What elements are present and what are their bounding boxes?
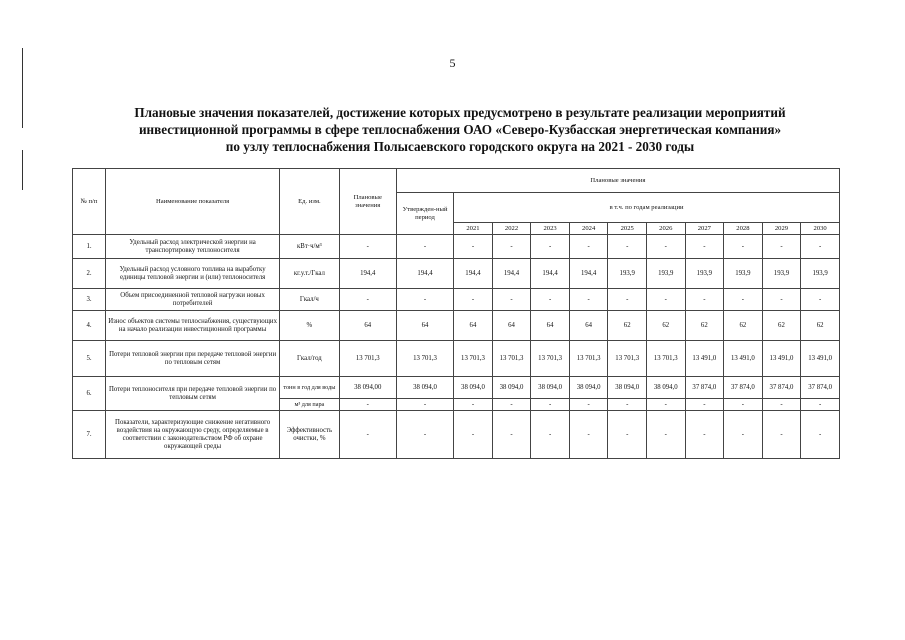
row-unit: м³ для пара: [280, 399, 339, 411]
row-planned: -: [339, 399, 396, 411]
document-title: [40, 104, 880, 155]
row-year-value: 37 874,0: [685, 377, 724, 399]
row-approved: 13 701,3: [396, 341, 453, 377]
row-approved: -: [396, 235, 453, 259]
row-year-value: 13 701,3: [569, 341, 608, 377]
row-name: Износ объектов системы теплоснабжения, существующих на начало реализации инвестиционной программы: [106, 311, 280, 341]
row-year-value: -: [762, 399, 801, 411]
margin-line: [22, 150, 23, 190]
table-row: [73, 235, 840, 259]
row-year-value: -: [492, 411, 531, 459]
row-year-value: -: [531, 411, 570, 459]
row-year-value: -: [608, 289, 647, 311]
row-year-value: 13 701,3: [492, 341, 531, 377]
row-year-value: 194,4: [454, 259, 493, 289]
row-planned: 64: [339, 311, 396, 341]
row-unit: %: [280, 311, 339, 341]
row-planned: -: [339, 235, 396, 259]
row-year-value: -: [492, 235, 531, 259]
row-year-value: 64: [531, 311, 570, 341]
row-year-value: 38 094,0: [531, 377, 570, 399]
header-unit: Ед. изм.: [280, 169, 339, 235]
row-year-value: 194,4: [492, 259, 531, 289]
header-by-years: в т.ч. по годам реализации: [454, 193, 840, 223]
header-planned: Плановые значения: [339, 169, 396, 235]
row-year-value: -: [608, 411, 647, 459]
row-year-value: -: [569, 235, 608, 259]
title-line-1: Плановые значения показателей, достижение которых предусмотрено в результате реализации мероприятий: [134, 105, 786, 120]
row-year-value: 13 701,3: [608, 341, 647, 377]
row-year-value: -: [801, 289, 840, 311]
indicators-table: [72, 168, 840, 459]
row-year-value: -: [492, 289, 531, 311]
row-year-value: 193,9: [608, 259, 647, 289]
row-year-value: 38 094,0: [569, 377, 608, 399]
row-name: Удельный расход электрической энергии на транспортировку теплоносителя: [106, 235, 280, 259]
row-name: Объем присоединенной тепловой нагрузки новых потребителей: [106, 289, 280, 311]
row-planned: 13 701,3: [339, 341, 396, 377]
row-year-value: 193,9: [724, 259, 763, 289]
row-year-value: -: [454, 411, 493, 459]
row-unit: тонн в год для воды: [280, 377, 339, 399]
row-approved: 38 094,0: [396, 377, 453, 399]
row-year-value: 13 491,0: [724, 341, 763, 377]
row-year-value: -: [685, 411, 724, 459]
table-row: [73, 341, 840, 377]
year-header: 2021: [454, 223, 493, 235]
row-year-value: 64: [454, 311, 493, 341]
row-year-value: 62: [608, 311, 647, 341]
header-num: № п/п: [73, 169, 106, 235]
row-year-value: -: [724, 411, 763, 459]
row-num: 1.: [73, 235, 106, 259]
row-year-value: -: [724, 289, 763, 311]
row-year-value: 194,4: [569, 259, 608, 289]
table-row: [73, 311, 840, 341]
row-planned: -: [339, 289, 396, 311]
row-year-value: -: [569, 399, 608, 411]
row-year-value: -: [762, 411, 801, 459]
row-year-value: 64: [569, 311, 608, 341]
year-header: 2025: [608, 223, 647, 235]
row-year-value: -: [724, 399, 763, 411]
table-row: [73, 259, 840, 289]
table-row: [73, 377, 840, 399]
row-year-value: 194,4: [531, 259, 570, 289]
row-year-value: -: [646, 289, 685, 311]
row-year-value: 13 491,0: [801, 341, 840, 377]
row-year-value: 193,9: [646, 259, 685, 289]
page-number: 5: [449, 56, 456, 70]
row-name: Показатели, характеризующие снижение негативного воздействия на окружающую среду, определяемые в соответствии с законодательством РФ об охране окружающей среды: [106, 411, 280, 459]
row-year-value: -: [608, 235, 647, 259]
row-year-value: -: [454, 399, 493, 411]
row-year-value: 64: [492, 311, 531, 341]
row-num: 7.: [73, 411, 106, 459]
row-year-value: 37 874,0: [801, 377, 840, 399]
row-year-value: -: [685, 289, 724, 311]
year-header: 2022: [492, 223, 531, 235]
header-approved-period: Утвержден-ный период: [396, 193, 453, 235]
year-header: 2028: [724, 223, 763, 235]
row-year-value: 38 094,0: [608, 377, 647, 399]
row-unit: Эффективность очистки, %: [280, 411, 339, 459]
row-year-value: -: [646, 411, 685, 459]
row-unit: кВт·ч/м³: [280, 235, 339, 259]
row-name: Удельный расход условного топлива на выработку единицы тепловой энергии и (или) теплоносителя: [106, 259, 280, 289]
row-year-value: 13 701,3: [646, 341, 685, 377]
table-row: [73, 411, 840, 459]
row-year-value: -: [762, 235, 801, 259]
row-name: Потери тепловой энергии при передаче тепловой энергии по тепловым сетям: [106, 341, 280, 377]
row-year-value: 13 701,3: [531, 341, 570, 377]
row-year-value: -: [646, 235, 685, 259]
row-year-value: -: [801, 411, 840, 459]
row-year-value: -: [569, 411, 608, 459]
row-approved: -: [396, 289, 453, 311]
row-planned: -: [339, 411, 396, 459]
year-header: 2029: [762, 223, 801, 235]
year-header: 2026: [646, 223, 685, 235]
row-num: 2.: [73, 259, 106, 289]
row-year-value: 13 491,0: [762, 341, 801, 377]
row-planned: 38 094,00: [339, 377, 396, 399]
year-header: 2024: [569, 223, 608, 235]
row-unit: кг.у.т./Гкал: [280, 259, 339, 289]
row-num: 5.: [73, 341, 106, 377]
row-year-value: -: [801, 399, 840, 411]
year-header: 2030: [801, 223, 840, 235]
row-year-value: -: [801, 235, 840, 259]
row-num: 3.: [73, 289, 106, 311]
row-unit: Гкал/ч: [280, 289, 339, 311]
row-year-value: 62: [762, 311, 801, 341]
row-approved: -: [396, 411, 453, 459]
row-year-value: 62: [801, 311, 840, 341]
row-num: 6.: [73, 377, 106, 411]
row-year-value: -: [492, 399, 531, 411]
row-year-value: 38 094,0: [646, 377, 685, 399]
row-approved: 194,4: [396, 259, 453, 289]
row-year-value: 38 094,0: [454, 377, 493, 399]
table-row: [73, 289, 840, 311]
row-year-value: -: [531, 235, 570, 259]
row-approved: -: [396, 399, 453, 411]
row-year-value: -: [531, 289, 570, 311]
row-unit: Гкал/год: [280, 341, 339, 377]
row-year-value: 193,9: [762, 259, 801, 289]
row-year-value: -: [685, 399, 724, 411]
row-year-value: -: [569, 289, 608, 311]
title-line-3: по узлу теплоснабжения Полысаевского городского округа на 2021 - 2030 годы: [225, 139, 695, 154]
year-header: 2023: [531, 223, 570, 235]
row-year-value: 193,9: [685, 259, 724, 289]
title-line-2: инвестиционной программы в сфере теплоснабжения ОАО «Северо-Кузбасская энергетическая компания»: [138, 122, 782, 137]
row-year-value: 62: [685, 311, 724, 341]
row-year-value: -: [724, 235, 763, 259]
row-year-value: -: [608, 399, 647, 411]
row-year-value: 13 491,0: [685, 341, 724, 377]
row-year-value: -: [531, 399, 570, 411]
row-year-value: -: [454, 289, 493, 311]
year-header: 2027: [685, 223, 724, 235]
row-year-value: 62: [724, 311, 763, 341]
row-year-value: 193,9: [801, 259, 840, 289]
row-year-value: -: [454, 235, 493, 259]
row-year-value: 37 874,0: [724, 377, 763, 399]
row-approved: 64: [396, 311, 453, 341]
row-year-value: -: [646, 399, 685, 411]
row-year-value: -: [762, 289, 801, 311]
row-name: Потери теплоносителя при передаче тепловой энергии по тепловым сетям: [106, 377, 280, 411]
row-year-value: 62: [646, 311, 685, 341]
row-year-value: -: [685, 235, 724, 259]
row-num: 4.: [73, 311, 106, 341]
row-year-value: 38 094,0: [492, 377, 531, 399]
row-planned: 194,4: [339, 259, 396, 289]
row-year-value: 37 874,0: [762, 377, 801, 399]
row-year-value: 13 701,3: [454, 341, 493, 377]
header-planned-values: Плановые значения: [396, 169, 839, 193]
header-name: Наименование показателя: [106, 169, 280, 235]
